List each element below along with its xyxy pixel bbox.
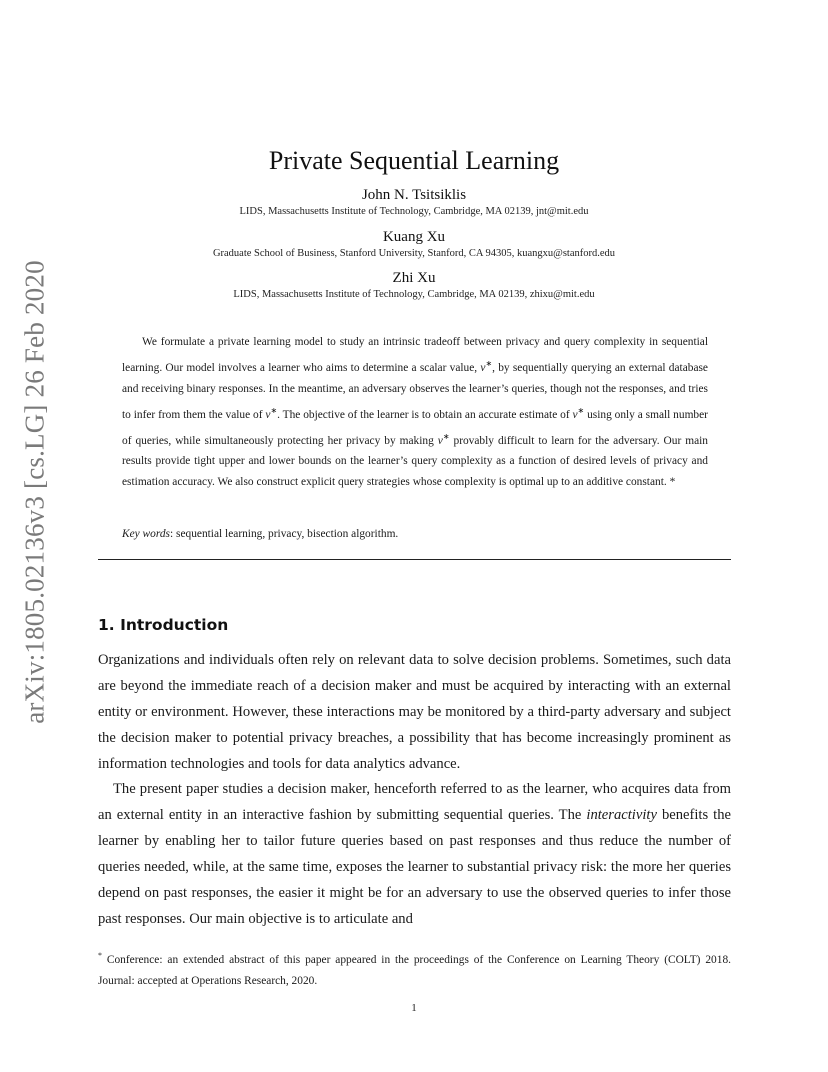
- body-paragraph: Organizations and individuals often rely on relevant data to solve decision problems. Sometimes, such data are beyond the immediate reach of a decision maker and must be acquired by interacting with an external entity or environment. However, these interactions may be monitored by a third-party adversary and subject the decision maker to potential privacy breaches, a possibility that has become increasingly prominent as information technologies and tools for data analytics advance.: [98, 652, 731, 772]
- abstract-text: We formulate a private learning model to study an intrinsic tradeoff between privacy and query complexity in sequential learning. Our model involves a learner who aims to determine a scalar value,: [122, 336, 708, 374]
- abstract-text: , by sequentially querying an external database and receiving binary responses. In the meantime, an adversary observes the learner’s queries, though not the responses, and tries to infer from them the value of: [122, 361, 708, 421]
- math-var: v: [480, 361, 486, 374]
- author-affiliation: LIDS, Massachusetts Institute of Technology, Cambridge, MA 02139, zhixu@mit.edu: [233, 289, 595, 300]
- body-paragraph: [98, 777, 731, 932]
- paragraph-text: benefits the learner by enabling her to tailor future queries based on past responses and thus reduce the number of queries needed, while, at the same time, exposes the learner to substantial privacy risk: the more her queries depend on past responses, the easier it might be for an adversary to use the observed queries to infer those past responses. Our main objective is to articulate and: [98, 806, 731, 927]
- keywords-label: Key words: [122, 528, 170, 540]
- math-sup: ∗: [577, 405, 585, 415]
- keywords-text: sequential learning, privacy, bisection algorithm.: [176, 528, 399, 540]
- page-number: 1: [411, 1002, 417, 1014]
- emphasis-text: interactivity: [586, 806, 657, 823]
- paragraph-text: The present paper studies a decision maker, henceforth referred to as the learner, who acquires data from an external entity in an interactive fashion by submitting sequential queries. The: [98, 781, 731, 823]
- math-sup: ∗: [485, 359, 493, 368]
- footnote: [98, 945, 731, 992]
- abstract: [122, 332, 708, 493]
- keywords: [122, 528, 398, 540]
- keywords-separator: :: [170, 528, 177, 540]
- abstract-text: using only a small number of queries, while simultaneously protecting her privacy by making: [122, 408, 708, 447]
- math-var: v: [572, 408, 578, 421]
- author-name: John N. Tsitsiklis: [361, 187, 467, 203]
- author-affiliation: LIDS, Massachusetts Institute of Technology, Cambridge, MA 02139, jnt@mit.edu: [239, 206, 589, 217]
- author-name: Zhi Xu: [392, 270, 436, 286]
- footnote-marker: *: [98, 951, 102, 960]
- author-name: Kuang Xu: [382, 229, 446, 245]
- abstract-text: . The objective of the learner is to obtain an accurate estimate of: [277, 408, 573, 421]
- math-var: v: [437, 434, 443, 447]
- footnote-text: Conference: an extended abstract of this paper appeared in the proceedings of the Conference on Learning Theory (COLT) 2018. Journal: accepted at Operations Research, 2020.: [98, 953, 731, 987]
- paper-title: Private Sequential Learning: [268, 146, 560, 175]
- arxiv-id: arXiv:1805.02136v3 [cs.LG] 26 Feb 2020: [19, 260, 50, 724]
- math-sup: ∗: [442, 431, 450, 441]
- footnote-marker: *: [669, 476, 676, 489]
- abstract-text: provably difficult to learn for the adversary. Our main results provide tight upper and lower bounds on the learner’s query complexity as a function of desired levels of privacy and estimation accuracy. We also construct explicit query strategies whose complexity is optimal up to an additive constant.: [122, 434, 708, 489]
- author-affiliation: Graduate School of Business, Stanford University, Stanford, CA 94305, kuangxu@stanford.edu: [212, 248, 616, 259]
- section-heading: 1. Introduction: [98, 616, 229, 634]
- math-var: v: [265, 408, 271, 421]
- horizontal-rule: [98, 559, 731, 560]
- math-sup: ∗: [270, 405, 278, 415]
